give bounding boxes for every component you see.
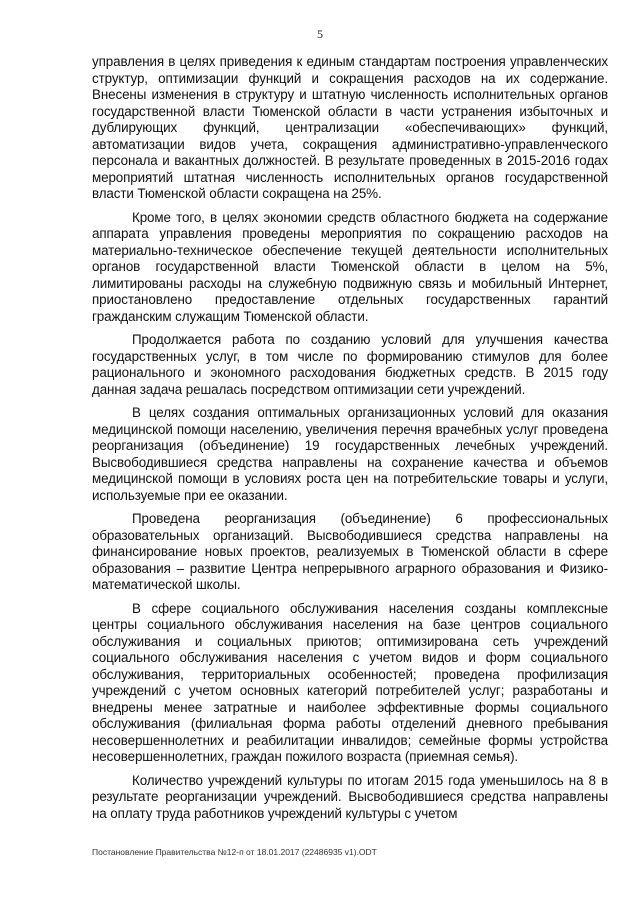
document-body [92, 54, 608, 829]
paragraph-3: Продолжается работа по созданию условий для улучшения качества государственных услуг, в том числе по формированию стимулов для более рационального и экономного расходования бюджетных средств. В 2015 году данная задача решалась посредством оптимизации сети учреждений. [92, 332, 608, 397]
paragraph-4: В целях создания оптимальных организационных условий для оказания медицинской помощи населению, увеличения перечня врачебных услуг проведена реорганизация (объединение) 19 государственных лечебных учреждений. Высвободившиеся средства направлены на сохранение качества и объемов медицинской помощи в условиях роста цен на потребительские товары и услуги, используемые при ее оказании. [92, 405, 608, 503]
document-footer: Постановление Правительства №12-п от 18.01.2017 (22486935 v1).ODT [92, 847, 377, 857]
paragraph-5: Проведена реорганизация (объединение) 6 профессиональных образовательных организаций. Высвободившиеся средства направлены на финансирование новых проектов, реализуемых в Тюменской области в сфере образования – развитие Центра непрерывного аграрного образования и Физико-математической школы. [92, 511, 608, 592]
paragraph-2: Кроме того, в целях экономии средств областного бюджета на содержание аппарата управления проведены мероприятия по сокращению расходов на материально-техническое обеспечение текущей деятельности исполнительных органов государственной власти Тюменской области в целом на 5%, лимитированы расходы на служебную подвижную связь и мобильный Интернет, приостановлено предоставление отдельных государственных гарантий гражданским служащим Тюменской области. [92, 209, 608, 324]
paragraph-6: В сфере социального обслуживания населения созданы комплексные центры социального обслуживания населения на базе центров социального обслуживания и социальных приютов; оптимизирована сеть учреждений социального обслуживания населения с учетом видов и форм социального обслуживания, территориальных особенностей; проведена профилизация учреждений с учетом основных категорий потребителей услуг; разработаны и внедрены менее затратные и наиболее эффективные формы социального обслуживания (филиальная форма работы отделений дневного пребывания несовершеннолетних и реабилитации инвалидов; семейные формы устройства несовершеннолетних, граждан пожилого возраста (приемная семья). [92, 600, 608, 764]
paragraph-7: Количество учреждений культуры по итогам 2015 года уменьшилось на 8 в результате реорганизации учреждений. Высвободившиеся средства направлены на оплату труда работников учреждений культуры с учетом [92, 772, 608, 821]
paragraph-1: управления в целях приведения к единым стандартам построения управленческих структур, оптимизации функций и сокращения расходов на их содержание. Внесены изменения в структуру и штатную численность исполнительных органов государственной власти Тюменской области в части устранения избыточных и дублирующих функций, централизации «обеспечивающих» функций, автоматизации видов учета, сокращения административно-управленческого персонала и вакантных должностей. В результате проведенных в 2015-2016 годах мероприятий штатная численность исполнительных органов государственной власти Тюменской области сокращена на 25%. [92, 54, 608, 201]
page-number: 5 [317, 27, 323, 41]
